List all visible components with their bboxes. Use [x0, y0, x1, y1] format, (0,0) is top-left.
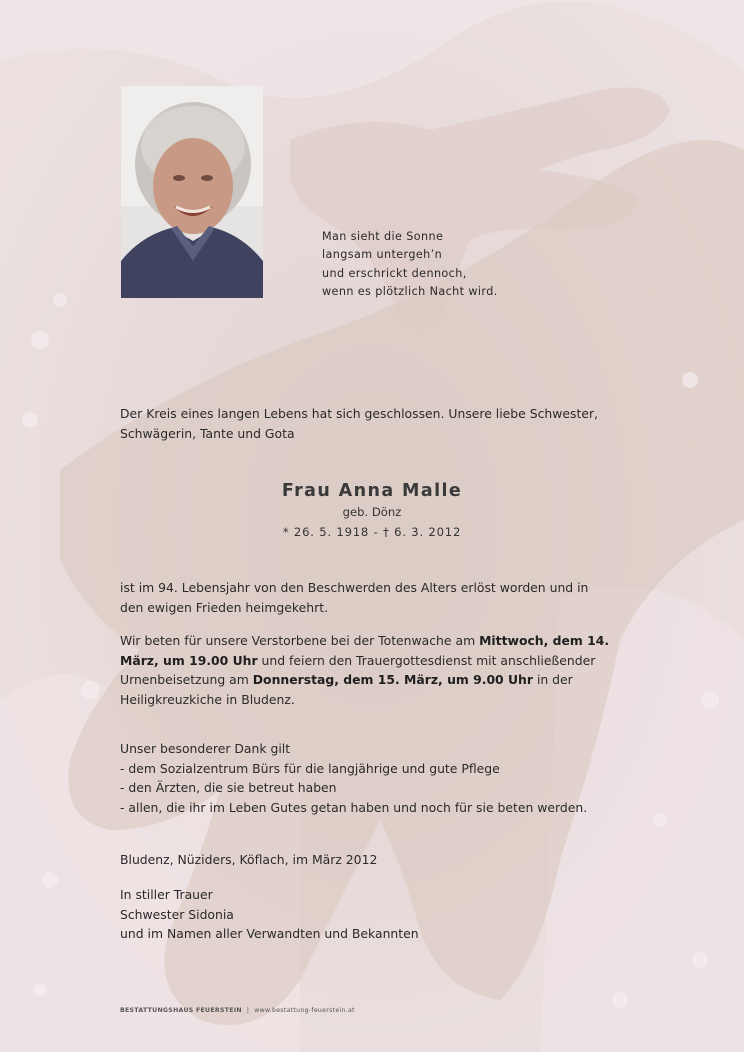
ceremony-text [120, 631, 650, 709]
poem-line: langsam untergeh’n [322, 248, 443, 262]
intro-line: Schwägerin, Tante und Gota [120, 425, 295, 441]
footer-separator: | [246, 1007, 250, 1014]
signature-line: Schwester Sidonia [120, 906, 234, 922]
thanks-line: - dem Sozialzentrum Bürs für die langjährige und gute Pflege [120, 760, 500, 776]
burial-date: Donnerstag, dem 15. März, um 9.00 Uhr [252, 672, 533, 687]
maiden-name: geb. Dönz [342, 505, 402, 519]
footer-url[interactable]: www.bestattung-feuerstein.at [254, 1007, 355, 1014]
thanks-line: Unser besonderer Dank gilt [120, 741, 291, 756]
death-notice-line: den ewigen Frieden heimgekehrt. [120, 599, 329, 615]
ceremony-text-3: in der Heiligkreuzkiche in Bludenz. [120, 672, 573, 707]
poem [322, 228, 498, 301]
intro-line: Der Kreis eines langen Lebens hat sich geschlossen. Unsere liebe Schwester, [120, 406, 598, 421]
ceremony-text-1: Wir beten für unsere Verstorbene bei der Totenwache am [120, 633, 480, 648]
thanks-line: - allen, die ihr im Leben Gutes getan haben und noch für sie beten werden. [120, 799, 588, 815]
death-notice-line: ist im 94. Lebensjahr von den Beschwerden des Alters erlöst worden und in [120, 580, 589, 595]
signature-line: und im Namen aller Verwandten und Bekannten [120, 926, 419, 941]
footer-brand: BESTATTUNGSHAUS FEUERSTEIN [120, 1007, 242, 1014]
footer [120, 1007, 355, 1014]
poem-line: Man sieht die Sonne [322, 230, 444, 243]
ceremony-text-2: und feiern den Trauergottesdienst mit anschließender Urnenbeisetzung am [120, 652, 596, 687]
poem-line: wenn es plötzlich Nacht wird. [322, 284, 498, 298]
life-dates: * 26. 5. 1918 - † 6. 3. 2012 [282, 525, 462, 539]
death-notice [120, 578, 640, 617]
deceased-name: Frau Anna Malle [281, 481, 463, 501]
portrait-photo [121, 86, 263, 298]
poem-line: und erschrickt dennoch, [322, 266, 467, 280]
thanks-line: - den Ärzten, die sie betreut haben [120, 780, 337, 795]
intro-text [120, 404, 640, 443]
signature-line: In stiller Trauer [120, 887, 213, 902]
wake-date: Mittwoch, dem 14. März, um 19.00 Uhr [120, 633, 610, 668]
thanks-text [120, 739, 680, 817]
signature [120, 885, 640, 944]
place-date: Bludenz, Nüziders, Köflach, im März 2012 [120, 852, 378, 867]
